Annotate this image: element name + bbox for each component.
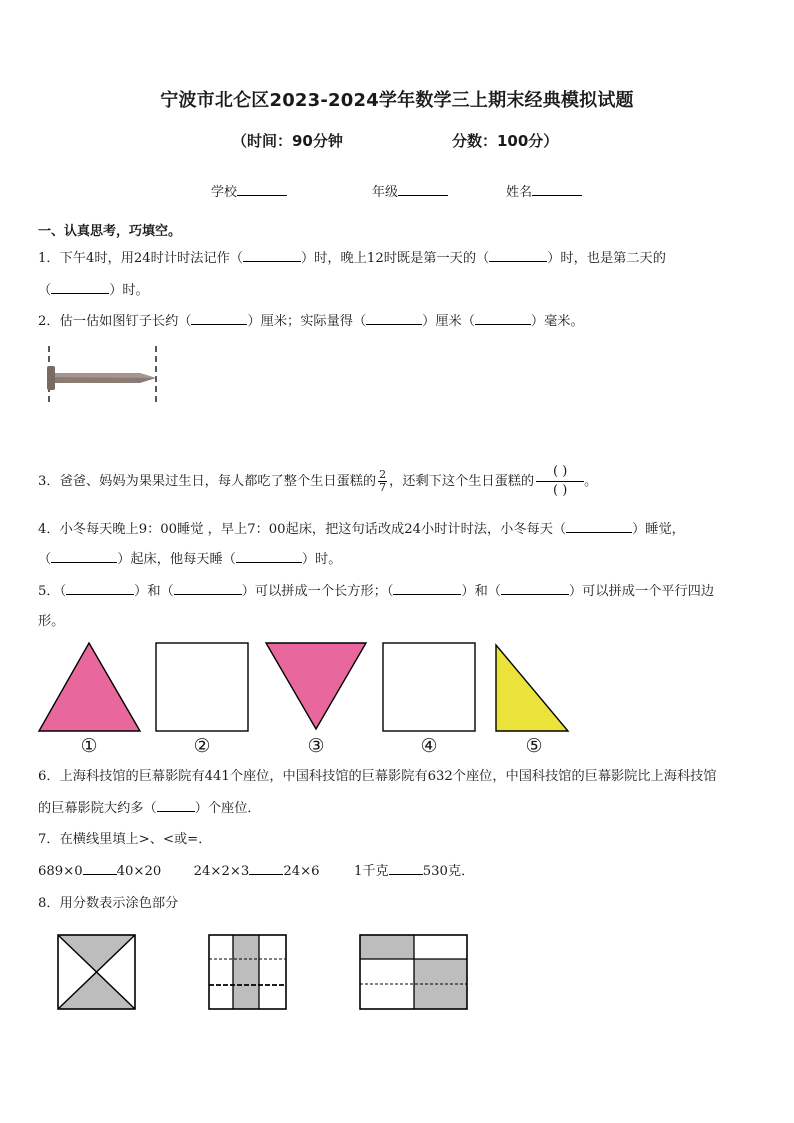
q7-item1-left: 689×0 — [38, 864, 83, 879]
school-blank[interactable] — [237, 181, 287, 196]
q4-text-d: ）起床，他每天睡（ — [117, 552, 236, 567]
q8-figure-3 — [360, 935, 467, 1009]
q8-fig3-top-left-shade — [360, 935, 414, 959]
question-6-line-2 — [38, 799, 261, 818]
question-3 — [38, 463, 597, 500]
page-title: 宁波市北仑区2023-2024学年数学三上期末经典模拟试题 — [160, 90, 634, 111]
q7-blank-1[interactable] — [83, 862, 117, 875]
q5-text-d: ）和（ — [461, 584, 501, 599]
q7-item3-left: 1千克 — [353, 864, 389, 879]
q3-fraction — [378, 469, 387, 494]
shape-label-1: ① — [80, 735, 98, 757]
exam-score: 分数：100分） — [452, 132, 559, 150]
q1-blank-1[interactable] — [243, 249, 301, 262]
q1-text-d: （ — [38, 283, 52, 298]
q4-text-e: ）时。 — [301, 552, 342, 567]
q1-text-b: ）时，晚上12时既是第一天的（ — [301, 251, 490, 266]
question-1-line-1 — [38, 249, 666, 268]
shape-label-2: ② — [193, 735, 211, 757]
q5-text-e: ）可以拼成一个平行四边 — [568, 584, 715, 599]
q5-text-c: ）可以拼成一个长方形；（ — [241, 584, 394, 599]
question-8-heading: 8．用分数表示涂色部分 — [38, 896, 179, 911]
q8-figure-2 — [209, 935, 286, 1009]
q3-fraction-numerator: 2 — [379, 468, 387, 481]
question-6-line-1: 6．上海科技馆的巨幕影院有441个座位，中国科技馆的巨幕影院有632个座位，中国科技馆的巨幕影院比上海科技馆 — [38, 769, 717, 784]
q1-text-a: 1．下午4时，用24时计时法记作（ — [38, 251, 243, 266]
q6-blank[interactable] — [157, 799, 195, 812]
question-1-line-2 — [38, 281, 149, 300]
question-4-line-2 — [38, 550, 341, 569]
q3-text-a: 3．爸爸、妈妈为果果过生日，每人都吃了整个生日蛋糕的 — [38, 474, 377, 489]
q3-answer-denominator[interactable]: ( ) — [553, 483, 568, 498]
q8-fig2-shade — [233, 935, 259, 1009]
q3-text-b: ，还剩下这个生日蛋糕的 — [389, 474, 535, 489]
question-7-heading: 7．在横线里填上>、<或=． — [38, 832, 212, 847]
q8-figure-1 — [58, 935, 135, 1009]
q2-text-c: ）厘米（ — [422, 314, 475, 329]
q5-text-a: 5．（ — [38, 584, 67, 599]
q7-item1-right: 40×20 — [116, 864, 162, 879]
shape-label-3: ③ — [307, 735, 325, 757]
q3-fraction-denominator: 7 — [379, 481, 387, 494]
q8-fig1-bottom-shade — [58, 971, 135, 1009]
q1-text-e: ）时。 — [109, 283, 149, 298]
exam-time: （时间：90分钟 — [232, 132, 343, 150]
nail-icon — [47, 366, 156, 390]
shapes-figure — [36, 640, 576, 735]
q4-text-b: ）睡觉， — [632, 522, 685, 537]
q7-blank-3[interactable] — [389, 862, 423, 875]
q6-text-b: ）个座位． — [194, 801, 261, 816]
question-7-items — [38, 862, 474, 881]
name-blank[interactable] — [532, 181, 582, 196]
q8-fig1-top-shade — [58, 935, 135, 971]
school-label: 学校 — [211, 185, 238, 200]
q4-blank-3[interactable] — [236, 550, 302, 563]
q1-blank-3[interactable] — [51, 281, 109, 294]
q2-text-a: 2．估一估如图钉子长约（ — [38, 314, 192, 329]
q4-text-c: （ — [38, 552, 52, 567]
square-4 — [383, 643, 475, 731]
question-5-line-2: 形。 — [38, 614, 65, 629]
name-field[interactable] — [506, 181, 582, 200]
q6-text-a: 的巨幕影院大约多（ — [38, 801, 157, 816]
q4-text-a: 4．小冬每天晚上9：00睡觉 ，早上7：00起床，把这句话改成24小时计时法，小冬每天（ — [38, 522, 567, 537]
shape-label-5: ⑤ — [525, 735, 543, 757]
q3-text-c: 。 — [584, 474, 598, 489]
grade-label: 年级 — [372, 185, 399, 200]
nail-figure — [40, 342, 165, 410]
q2-text-d: ）毫米。 — [530, 314, 584, 329]
q5-blank-3[interactable] — [393, 582, 461, 595]
pink-triangle-3 — [266, 643, 366, 729]
school-field[interactable] — [211, 181, 287, 200]
q4-blank-2[interactable] — [51, 550, 117, 563]
q7-item2-left: 24×2×3 — [193, 864, 250, 879]
q3-answer-numerator[interactable]: ( ) — [536, 463, 584, 482]
q3-answer-fraction[interactable] — [536, 463, 584, 500]
yellow-triangle-5 — [496, 645, 568, 731]
q5-blank-1[interactable] — [66, 582, 134, 595]
shape-label-4: ④ — [420, 735, 438, 757]
question-2 — [38, 312, 584, 331]
q2-blank-1[interactable] — [191, 312, 247, 325]
q7-blank-2[interactable] — [249, 862, 283, 875]
pink-triangle-1 — [39, 643, 140, 731]
question-4-line-1 — [38, 520, 685, 539]
square-2 — [156, 643, 248, 731]
q5-text-b: ）和（ — [134, 584, 174, 599]
name-label: 姓名 — [506, 185, 533, 200]
q7-item2-right: 24×6 — [283, 864, 320, 879]
grade-field[interactable] — [372, 181, 448, 200]
q5-blank-2[interactable] — [174, 582, 242, 595]
section-heading: 一、认真思考，巧填空。 — [38, 224, 182, 239]
q7-item3-right: 530克． — [422, 864, 475, 879]
q5-blank-4[interactable] — [501, 582, 569, 595]
question-5-line-1 — [38, 582, 714, 601]
q1-text-c: ）时，也是第二天的 — [547, 251, 666, 266]
q8-figures — [55, 930, 475, 1014]
q2-blank-3[interactable] — [475, 312, 531, 325]
q2-text-b: ）厘米；实际量得（ — [247, 314, 367, 329]
q1-blank-2[interactable] — [489, 249, 547, 262]
grade-blank[interactable] — [398, 181, 448, 196]
q4-blank-1[interactable] — [566, 520, 632, 533]
q2-blank-2[interactable] — [366, 312, 422, 325]
